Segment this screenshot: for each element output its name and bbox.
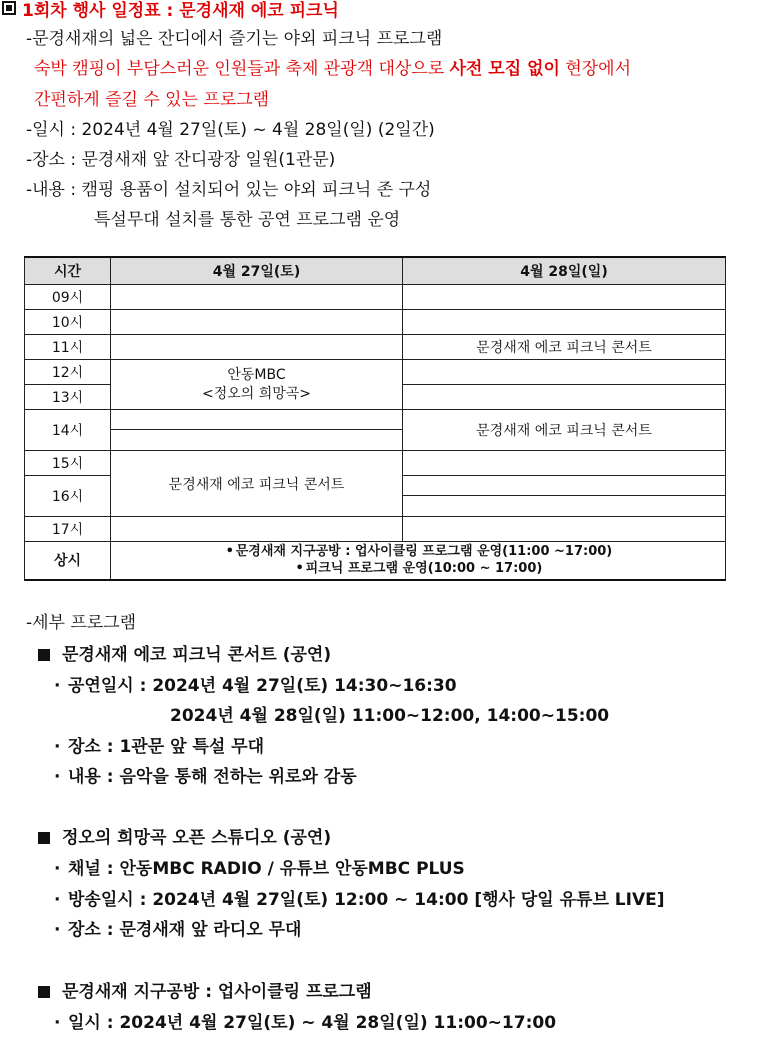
intro-target-line: 숙박 캠핑이 부담스러운 인원들과 축제 관광객 대상으로 사전 모집 없이 현장에서: [34, 59, 632, 79]
event-place: -장소 : 문경새재 앞 잔디광장 일원(1관문): [26, 150, 336, 170]
concert-place: · 장소 : 1관문 앞 특설 무대: [54, 737, 265, 757]
workshop-date: · 일시 : 2024년 4월 27일(토) ~ 4월 28일(일) 11:00~17:00: [54, 1013, 557, 1033]
event-date: -일시 : 2024년 4월 27일(토) ~ 4월 28일(일) (2일간): [26, 120, 435, 140]
concert-content: · 내용 : 음악을 통해 전하는 위로와 감동: [54, 767, 357, 787]
middle-dot-icon: ·: [54, 920, 61, 940]
workshop-title: 문경새재 지구공방 : 업사이클링 프로그램: [38, 981, 372, 1003]
middle-dot-icon: ·: [54, 737, 61, 757]
time-cell: 12시: [25, 360, 111, 385]
day1-radio-block: 안동MBC <정오의 희망곡>: [111, 360, 403, 410]
radio-channel: · 채널 : 안동MBC RADIO / 유튜브 안동MBC PLUS: [54, 859, 465, 879]
concert-date-2: 2024년 4월 28일(일) 11:00~12:00, 14:00~15:00: [170, 706, 610, 726]
common-programs: [111, 542, 726, 580]
header-day2: 4월 28일(일): [403, 257, 726, 285]
table-row: [25, 335, 726, 360]
table-row: [25, 310, 726, 335]
event-content-2: 특설무대 설치를 통한 공연 프로그램 운영: [94, 210, 401, 230]
middle-dot-icon: ·: [54, 1013, 61, 1033]
table-row: [25, 360, 726, 385]
detail-heading: -세부 프로그램: [26, 613, 137, 633]
table-row: [25, 410, 726, 451]
header-day1: 4월 27일(토): [111, 257, 403, 285]
time-cell: 14시: [25, 410, 111, 451]
time-cell: 10시: [25, 310, 111, 335]
intro-target-line-2: 간편하게 즐길 수 있는 프로그램: [34, 90, 270, 110]
radio-title: 정오의 희망곡 오픈 스튜디오 (공연): [38, 827, 331, 849]
day2-concert-morning: 문경새재 에코 피크닉 콘서트: [403, 335, 726, 360]
middle-dot-icon: ·: [54, 859, 61, 879]
time-cell: 11시: [25, 335, 111, 360]
time-cell: 16시: [25, 476, 111, 517]
intro-description: -문경새재의 넓은 잔디에서 즐기는 야외 피크닉 프로그램: [26, 29, 443, 49]
black-square-icon: [38, 986, 50, 998]
black-square-icon: [38, 649, 50, 661]
checkbox-square-icon: [2, 1, 16, 15]
list-item: • 문경새재 지구공방 : 업사이클링 프로그램 운영(11:00 ~17:00): [225, 544, 613, 560]
table-row: [25, 517, 726, 542]
time-cell: 13시: [25, 385, 111, 410]
day1-concert-block: 문경새재 에코 피크닉 콘서트: [111, 451, 403, 517]
list-item: • 피크닉 프로그램 운영(10:00 ~ 17:00): [295, 561, 543, 577]
time-cell: 09시: [25, 285, 111, 310]
event-content: -내용 : 캠핑 용품이 설치되어 있는 야외 피크닉 존 구성: [26, 180, 432, 200]
common-label: 상시: [25, 542, 111, 580]
time-cell: 17시: [25, 517, 111, 542]
table-header-row: [25, 257, 726, 285]
middle-dot-icon: ·: [54, 767, 61, 787]
page-title: 1회차 행사 일정표 : 문경새재 에코 피크닉: [2, 0, 339, 22]
day2-concert-afternoon: 문경새재 에코 피크닉 콘서트: [403, 410, 726, 451]
radio-date: · 방송일시 : 2024년 4월 27일(토) 12:00 ~ 14:00 [행사 당일 유튜브 LIVE]: [54, 890, 665, 910]
concert-date: · 공연일시 : 2024년 4월 27일(토) 14:30~16:30: [54, 676, 457, 696]
table-row-common: [25, 542, 726, 580]
header-time: 시간: [25, 257, 111, 285]
middle-dot-icon: ·: [54, 890, 61, 910]
time-cell: 15시: [25, 451, 111, 476]
black-square-icon: [38, 832, 50, 844]
middle-dot-icon: ·: [54, 676, 61, 696]
table-row: [25, 451, 726, 476]
no-registration-highlight: 사전 모집 없이: [449, 59, 560, 79]
table-row: [25, 285, 726, 310]
radio-place: · 장소 : 문경새재 앞 라디오 무대: [54, 920, 302, 940]
concert-title: 문경새재 에코 피크닉 콘서트 (공연): [38, 644, 331, 666]
schedule-table: [24, 256, 726, 581]
